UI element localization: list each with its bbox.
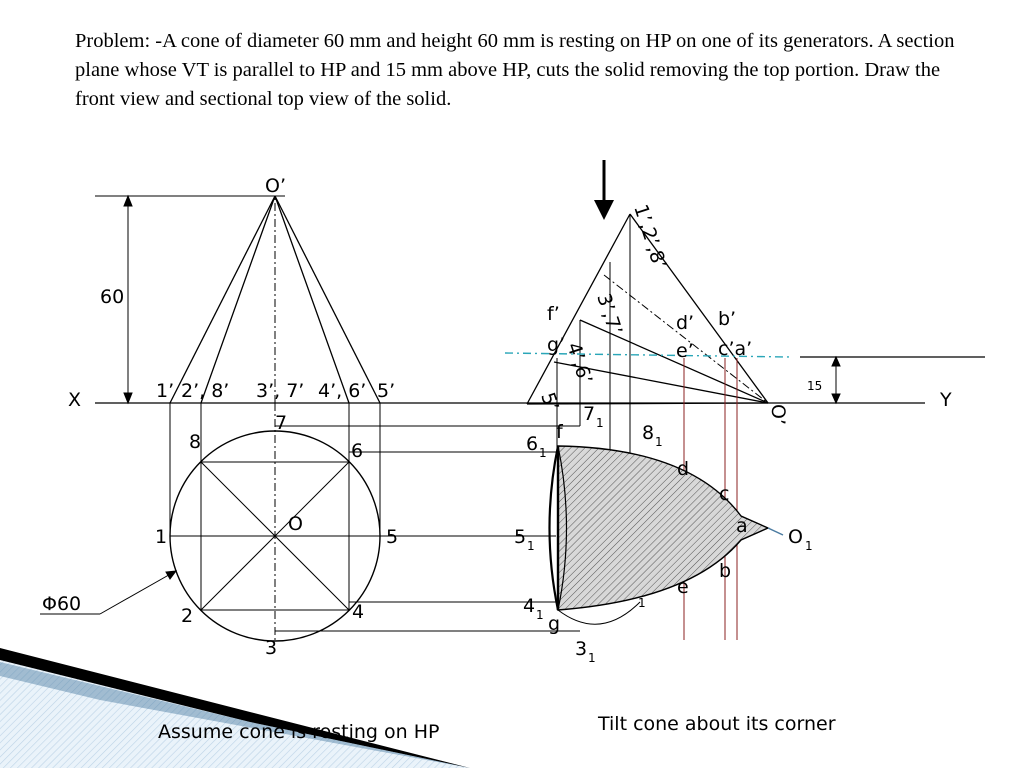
plan-point-label: 6 <box>351 440 364 462</box>
plan-point-label: 1 <box>155 526 168 548</box>
front-view-cone <box>95 196 380 403</box>
section-point-label: e’ <box>676 340 694 362</box>
plan-point-3-1 <box>575 638 596 665</box>
svg-text:5: 5 <box>514 526 527 548</box>
section-letter: c <box>719 483 730 505</box>
plan-point-label: 7 <box>275 412 288 434</box>
section-letter: e <box>677 576 689 598</box>
plan-point-label: 4 <box>352 601 365 623</box>
diameter-label: Φ60 <box>42 593 82 615</box>
top-view-circle <box>170 431 380 641</box>
sectional-top-view <box>550 446 784 624</box>
svg-text:1: 1 <box>588 651 596 665</box>
svg-text:1: 1 <box>805 539 813 553</box>
base-point-label: 3’, 7’ <box>256 380 305 402</box>
svg-text:1: 1 <box>539 446 547 460</box>
generator-label: 1’,2’,8’ <box>629 201 671 272</box>
plan-point-6-1 <box>526 433 547 460</box>
svg-text:7: 7 <box>583 403 596 425</box>
svg-text:1: 1 <box>596 416 604 430</box>
plan-point-5-1 <box>514 526 535 553</box>
section-point-label: d’ <box>676 312 695 334</box>
section-letter: a <box>736 515 748 537</box>
plan-point-8-1 <box>642 422 663 449</box>
svg-text:1: 1 <box>527 539 535 553</box>
svg-text:8: 8 <box>642 422 655 444</box>
problem-statement: Problem: -A cone of diameter 60 mm and height 60 mm is resting on HP on one of its generators. A section plane whose VT is parallel to HP and 15 mm above HP, cuts the solid removing the top portion. Draw the front view and sectional top view of the solid. <box>75 30 955 110</box>
base-point-label: 2’, 8’ <box>181 380 230 402</box>
generator-label: 5’ <box>536 389 563 414</box>
section-letter: f <box>556 421 563 443</box>
plan-point-7-1 <box>583 403 604 430</box>
caption-left: Assume cone is resting on HP <box>158 721 440 743</box>
svg-text:1: 1 <box>536 608 544 622</box>
section-height-label: 15 <box>807 379 823 393</box>
base-point-label: 4’, 6’ <box>318 380 367 402</box>
plan-point-label: 8 <box>189 431 202 453</box>
slide-corner-decoration <box>0 648 470 768</box>
plan-point-o-1 <box>788 526 813 553</box>
height-label: 60 <box>100 286 125 308</box>
x-label: X <box>68 389 82 411</box>
svg-text:6: 6 <box>526 433 539 455</box>
svg-text:1: 1 <box>655 435 663 449</box>
section-point-label: c’a’ <box>718 338 753 360</box>
apex-label: O’ <box>265 175 286 197</box>
svg-text:O: O <box>788 526 803 548</box>
generator-label: 4’,6’ <box>562 339 597 387</box>
svg-text:4: 4 <box>523 595 536 617</box>
section-point-label: b’ <box>718 308 737 330</box>
svg-text:3: 3 <box>575 638 588 660</box>
center-label: O <box>288 513 303 535</box>
viewing-arrow <box>594 160 614 220</box>
plan-point-label: 5 <box>386 526 399 548</box>
plan-point-label: 3 <box>265 637 278 659</box>
base-point-label: 5’ <box>377 380 396 402</box>
plan-point-4-1 <box>523 595 544 622</box>
section-point-label: f’ <box>547 303 560 325</box>
tilted-apex-label: O’ <box>767 404 789 425</box>
section-point-label: g’ <box>547 334 566 356</box>
caption-right: Tilt cone about its corner <box>598 713 836 735</box>
plan-small-subscript: 1 <box>638 596 646 610</box>
y-label: Y <box>940 389 952 411</box>
generator-label: 3’,7’ <box>592 290 627 338</box>
section-letter: d <box>677 458 690 480</box>
section-letter: g <box>548 613 561 635</box>
section-height-dimension <box>832 357 840 403</box>
plan-point-label: 2 <box>181 605 194 627</box>
base-point-label: 1’ <box>156 380 175 402</box>
section-letter: b <box>719 560 732 582</box>
height-dimension <box>124 196 132 403</box>
